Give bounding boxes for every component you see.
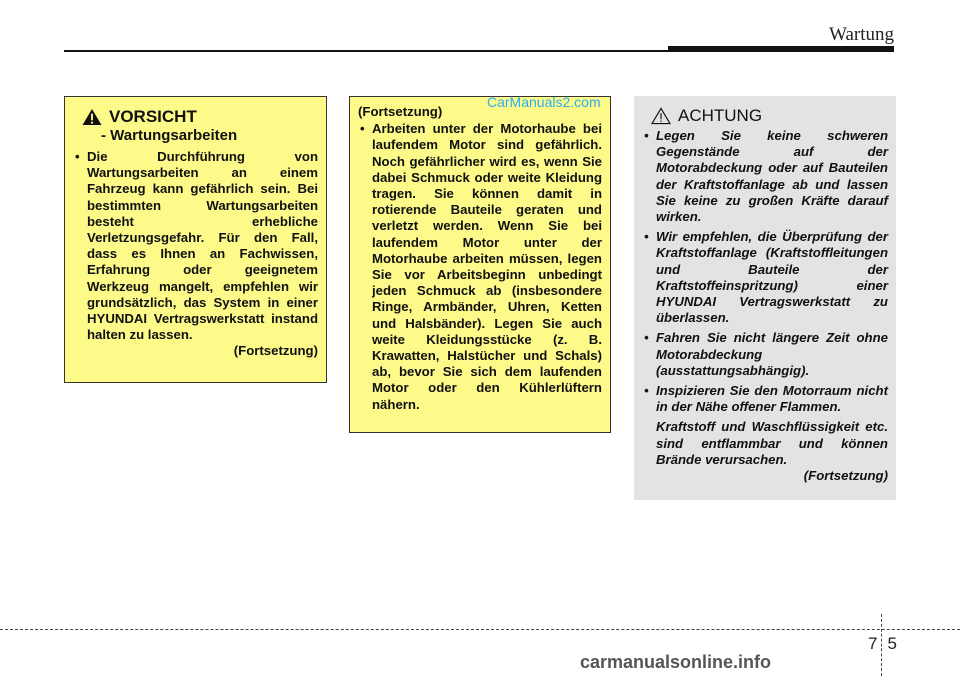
caution-triangle-icon [650, 107, 672, 125]
watermark-text: CarManuals2.com [487, 94, 601, 110]
continuation-box [349, 96, 611, 433]
list-item: • Arbeiten unter der Motorhaube bei laufendem Motor sind gefährlich. Noch gefährlicher wird es, wenn Sie dabei Schmuck oder weite Kleidung tragen. Sie können damit in rotierende Bauteile geraten und verletzt werden. Wenn Sie bei laufendem Motor unter der Motorhaube arbeiten müssen, legen Sie vor Arbeitsbeginn unbedingt jeden Schmuck ab (insbesondere Ringe, Armbänder, Uhren, Ketten und Halsbänder). Legen Sie auch weite Kleidungsstücke (z. B. Krawatten, Halstücher und Schals) ab, bevor Sie sich dem laufenden Motor oder den Kühlerlüftern nähern. [358, 121, 602, 413]
page-number: 75 [868, 634, 907, 653]
vorsicht-list [73, 149, 318, 343]
achtung-header [650, 106, 888, 125]
page-header-title: Wartung [829, 24, 894, 45]
warning-triangle-icon [81, 108, 103, 126]
site-footer-text: carmanualsonline.info [580, 652, 772, 672]
list-item: • Inspizieren Sie den Motorraum nicht in der Nähe offener Flammen. [642, 383, 888, 415]
continued-note: (Fortsetzung) [233, 343, 318, 359]
achtung-note: Kraftstoff und Waschflüssigkeit etc. sind entflammbar und können Brände verursachen. [656, 419, 888, 467]
continuation-list [358, 121, 602, 413]
continuation-heading: (Fortsetzung) [358, 104, 443, 119]
vorsicht-subtitle: - Wartungsarbeiten [101, 127, 238, 144]
vorsicht-title: VORSICHT [109, 107, 197, 126]
continued-note: (Fortsetzung) [803, 468, 888, 484]
header-accent-bar [668, 46, 894, 52]
list-item: • Die Durchführung von Wartungsarbeiten an einem Fahrzeug kann gefährlich sein. Bei bestimmten Wartungsarbeiten besteht erhebliche Verletzungsgefahr. Für den Fall, dass es Ihnen an Fachwissen, Erfahrung oder geeignetem Werkzeug mangelt, empfehlen wir grundsätzlich, das System in einer HYUNDAI Vertragswerkstatt instand halten zu lassen. [73, 149, 318, 343]
achtung-title: ACHTUNG [678, 106, 763, 125]
vorsicht-box [64, 96, 327, 383]
list-item: • Legen Sie keine schweren Gegenstände auf der Motorabdeckung oder auf Bauteilen der Kraftstoffanlage ab und lassen Sie keine zu großen Kräfte darauf wirken. [642, 128, 888, 225]
list-item: • Wir empfehlen, die Überprüfung der Kraftstoffanlage (Kraftstoffleitungen und Bauteile der Kraftstoffeinspritzung) einer HYUNDAI Vertragswerkstatt zu überlassen. [642, 229, 888, 326]
achtung-box [634, 96, 896, 500]
list-item: • Fahren Sie nicht längere Zeit ohne Motorabdeckung (ausstattungsabhängig). [642, 330, 888, 379]
footer-rule [0, 629, 960, 630]
vorsicht-header [81, 107, 318, 126]
achtung-list [642, 128, 888, 415]
